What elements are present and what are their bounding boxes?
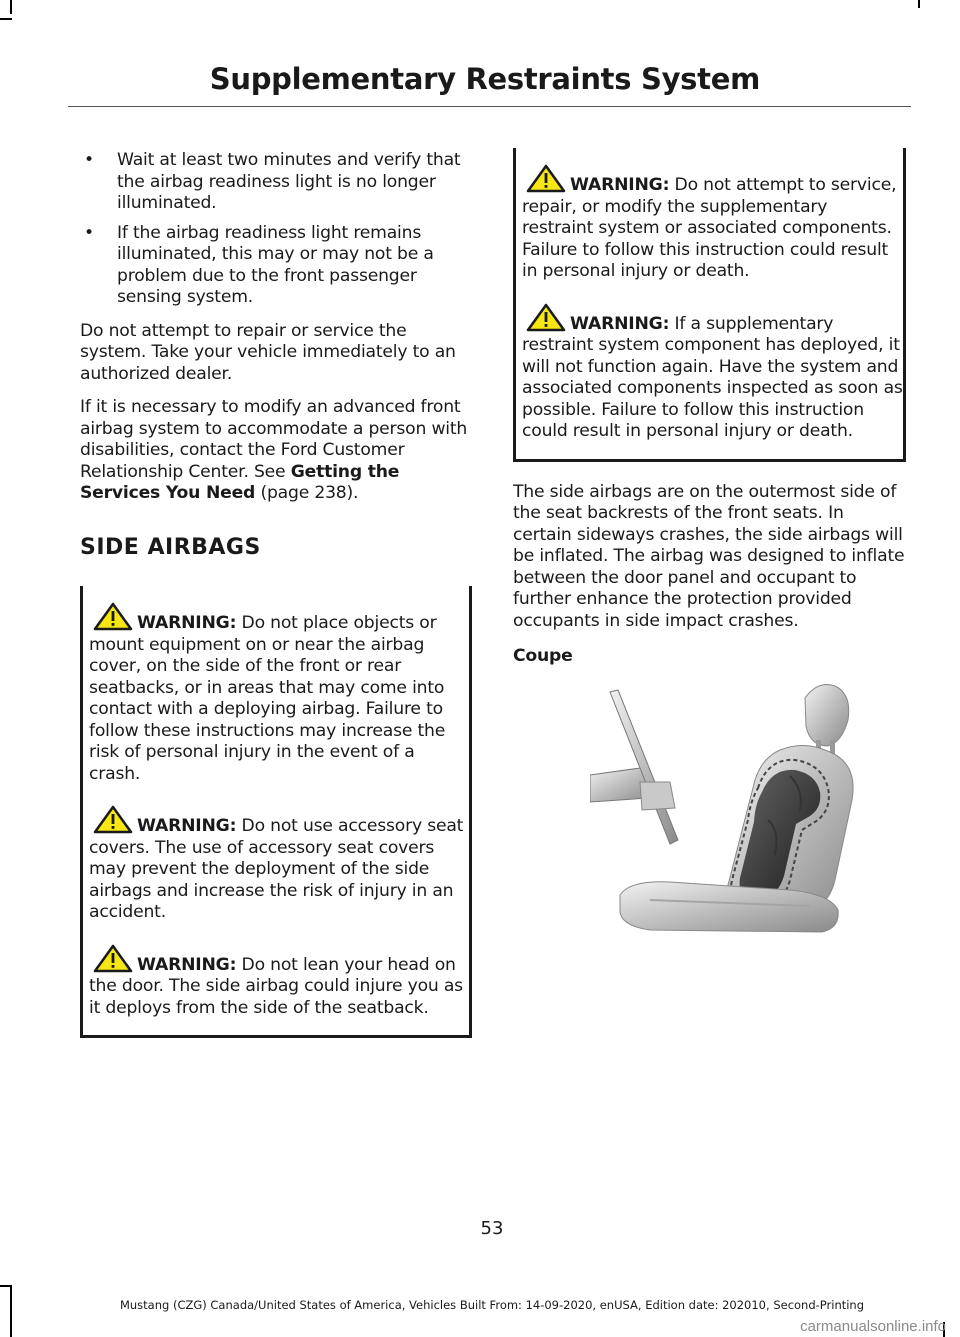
warning-text: If a supplementary restraint system component has deployed, it will not function again. Have the system and associated components inspected as soon as possible. Failure to follow this instruction could result in personal injury or death. <box>522 313 903 441</box>
right-column <box>513 148 906 668</box>
cross-reference-link[interactable]: Getting the Services You Need <box>80 461 400 503</box>
warning-triangle-icon <box>526 303 566 332</box>
section-heading: SIDE AIRBAGS <box>80 534 261 560</box>
footer-text: Mustang (CZG) Canada/United States of America, Vehicles Built From: 14-09-2020, enUSA, Edition date: 202010, Second-Printing <box>119 1298 865 1312</box>
warning-item <box>89 602 469 785</box>
bullet-marker: • <box>84 222 94 243</box>
watermark: carmanualsonline.info <box>800 1318 946 1335</box>
paragraph-text: If it is necessary to modify an advanced front airbag system to accommodate a person with disabilities, contact the Ford Customer Relationship Center. See <box>80 397 468 482</box>
bullet-text: Wait at least two minutes and verify that the airbag readiness light is no longer illuminated. <box>117 150 461 213</box>
warning-item <box>89 805 469 924</box>
crop-mark <box>0 18 12 20</box>
header-divider <box>68 106 911 107</box>
paragraph: The side airbags are on the outermost side of the seat backrests of the front seats. In certain sideways crashes, the side airbags will be inflated. The airbag was designed to inflate between the door panel and occupant to further enhance the protection provided occupants in side impact crashes. <box>513 481 905 631</box>
warning-item <box>89 944 469 1020</box>
crop-mark <box>10 0 12 14</box>
warning-label: WARNING: <box>570 313 670 334</box>
list-item <box>80 223 472 309</box>
page-title: Supplementary Restraints System <box>209 62 760 96</box>
subheading: Coupe <box>513 646 573 666</box>
warning-label: WARNING: <box>137 613 237 633</box>
paragraph: Do not attempt to repair or service the system. Take your vehicle immediately to an authorized dealer. <box>80 320 456 384</box>
warning-text: Do not attempt to service, repair, or modify the supplementary restraint system or associated components. Failure to follow this instruction could result in personal injury or death. <box>522 175 897 281</box>
warning-triangle-icon <box>93 602 133 631</box>
warning-item <box>522 164 903 283</box>
warning-triangle-icon <box>526 164 566 193</box>
warning-box <box>513 148 906 462</box>
paragraph <box>80 397 472 505</box>
warning-triangle-icon <box>93 944 133 973</box>
left-column <box>80 150 472 1038</box>
warning-label: WARNING: <box>137 816 237 836</box>
page-number: 53 <box>480 1218 504 1239</box>
seat-airbag-illustration <box>590 680 890 945</box>
warning-label: WARNING: <box>570 175 670 195</box>
bullet-marker: • <box>84 150 94 170</box>
warning-text: Do not lean your head on the door. The side airbag could injure you as it deploys from the side of the seatback. <box>89 954 463 1018</box>
list-item <box>80 150 472 215</box>
crop-mark <box>0 1285 12 1287</box>
crop-mark <box>918 0 920 8</box>
warning-item <box>522 303 903 443</box>
warning-text: Do not place objects or mount equipment on or near the airbag cover, on the side of the front or rear seatbacks, or in areas that may come into contact with a deploying airbag. Failure to follow these instructions may increase the risk of personal injury in the event of a crash. <box>89 613 446 784</box>
warning-text: Do not use accessory seat covers. The use of accessory seat covers may prevent the deployment of the side airbags and increase the risk of injury in an accident. <box>89 816 464 922</box>
warning-box <box>80 586 472 1038</box>
warning-label: WARNING: <box>137 954 237 975</box>
bullet-text: If the airbag readiness light remains illuminated, this may or may not be a problem due to the front passenger sensing system. <box>117 222 434 307</box>
warning-triangle-icon <box>93 805 133 834</box>
page-reference: (page 238). <box>260 483 359 503</box>
